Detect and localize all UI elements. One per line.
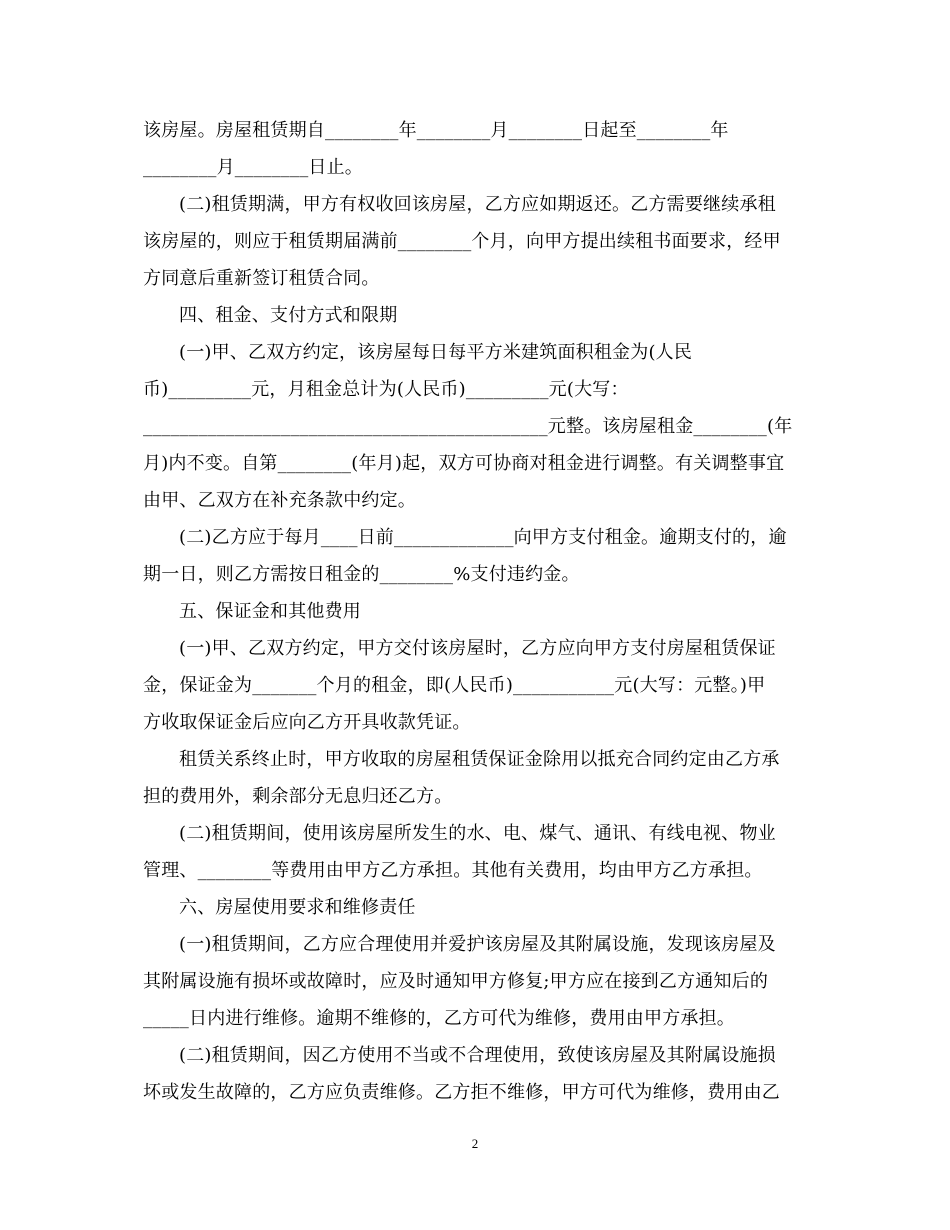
- text-line: 其附属设施有损坏或故障时，应及时通知甲方修复;甲方应在接到乙方通知后的: [143, 971, 769, 992]
- text-line: 坏或发生故障的，乙方应负责维修。乙方拒不维修，甲方可代为维修，费用由乙: [143, 1082, 780, 1103]
- text-line: _____日内进行维修。逾期不维修的，乙方可代为维修，费用由甲方承担。: [143, 1008, 735, 1029]
- text-line: 担的费用外，剩余部分无息归还乙方。: [143, 786, 453, 807]
- text-line: 租赁关系终止时，甲方收取的房屋租赁保证金除用以抵充合同约定由乙方承: [179, 749, 780, 770]
- text-line: (一)甲、乙双方约定，该房屋每日每平方米建筑面积租金为(人民: [179, 342, 693, 363]
- text-line: (二)乙方应于每月____日前_____________向甲方支付租金。逾期支付的，逾: [179, 527, 787, 548]
- text-line: (二)租赁期间，因乙方使用不当或不合理使用，致使该房屋及其附属设施损: [179, 1045, 776, 1066]
- text-line: 币)_________元，月租金总计为(人民币)_________元(大写：: [143, 379, 629, 400]
- section-heading: 四、租金、支付方式和限期: [179, 305, 398, 326]
- text-line: 管理、________等费用由甲方乙方承担。其他有关费用，均由甲方乙方承担。: [143, 860, 763, 881]
- text-line: 该房屋的，则应于租赁期届满前________个月，向甲方提出续租书面要求，经甲: [143, 231, 781, 252]
- text-line: 金，保证金为_______个月的租金，即(人民币)___________元(大写：元整。)甲: [143, 675, 766, 696]
- text-line: (一)甲、乙双方约定，甲方交付该房屋时，乙方应向甲方支付房屋租赁保证: [179, 638, 776, 659]
- text-line: 方收取保证金后应向乙方开具收款凭证。: [143, 712, 471, 733]
- text-line: 方同意后重新签订租赁合同。: [143, 268, 380, 289]
- section-heading: 五、保证金和其他费用: [179, 601, 361, 622]
- text-line: ____________________________________________元整。该房屋租金________(年: [143, 416, 793, 437]
- text-line: (一)租赁期间，乙方应合理使用并爱护该房屋及其附属设施，发现该房屋及: [179, 934, 776, 955]
- text-line: 由甲、乙双方在补充条款中约定。: [143, 490, 416, 511]
- text-line: 该房屋。房屋租赁期自________年________月________日起至________年: [143, 120, 729, 141]
- text-line: (二)租赁期满，甲方有权收回该房屋，乙方应如期返还。乙方需要继续承租: [179, 194, 776, 215]
- section-heading: 六、房屋使用要求和维修责任: [179, 897, 416, 918]
- text-line: 期一日，则乙方需按日租金的________%支付违约金。: [143, 564, 580, 585]
- text-line: ________月________日止。: [143, 157, 363, 178]
- text-line: (二)租赁期间，使用该房屋所发生的水、电、煤气、通讯、有线电视、物业: [179, 823, 776, 844]
- page-number: 2: [471, 1136, 479, 1151]
- text-line: 月)内不变。自第________(年月)起，双方可协商对租金进行调整。有关调整事宜: [143, 453, 785, 474]
